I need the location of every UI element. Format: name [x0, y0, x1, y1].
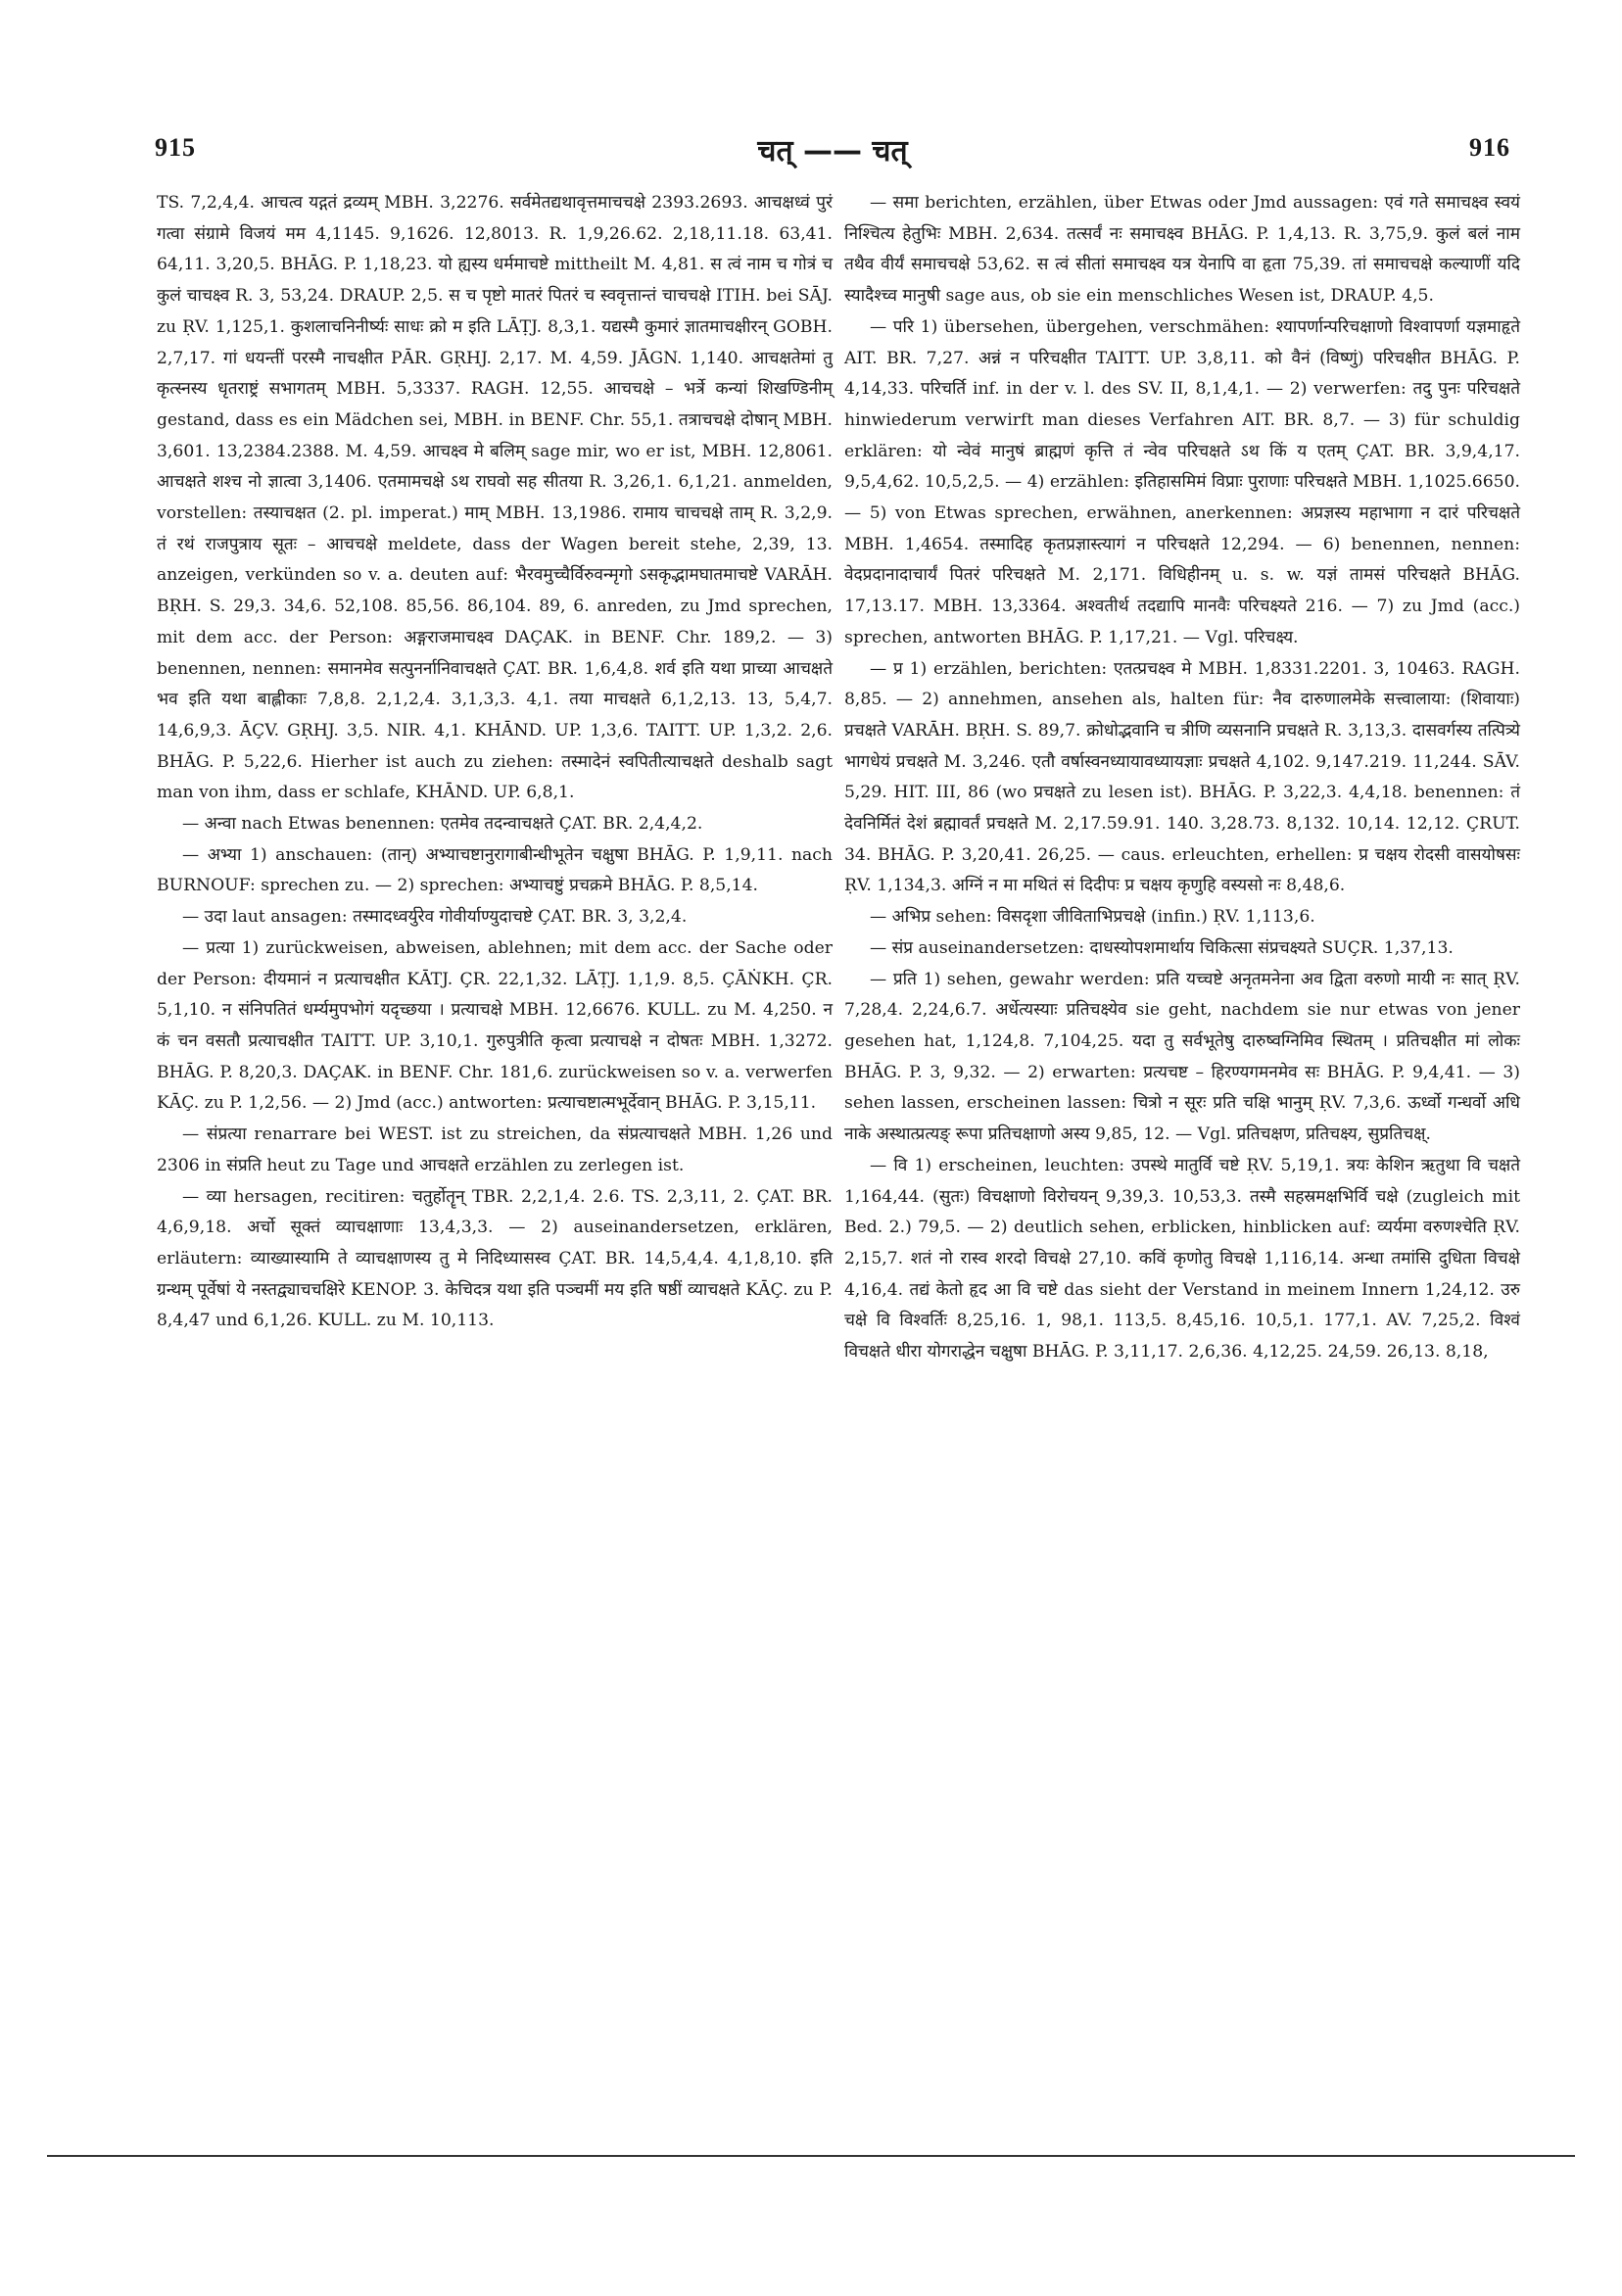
running-head: चत् —— चत् — [757, 134, 908, 168]
left-page-number: 915 — [155, 133, 196, 162]
entry-paragraph: — संप्रत्या renarrare bei WEST. ist zu streichen, da संप्रत्याचक्षते MBH. 1,26 und 2306 in संप्रति heut zu Tage und आचक्षते erzählen zu zerlegen ist. — [157, 1124, 833, 1175]
left-column — [157, 188, 833, 1337]
right-column — [844, 188, 1520, 1368]
entry-paragraph: — प्रत्या 1) zurückweisen, abweisen, ablehnen; mit dem acc. der Sache oder der Person: दीयमानं न प्रत्याचक्षीत KĀTJ. ÇR. 22,1,32. LĀṬJ. 1,1,9. 8,5. ÇĀṄKH. ÇR. 5,1,10. न संनिपतितं धर्म्यमुपभोगं यदृच्छया । प्रत्याचक्षे MBH. 12,6676. KULL. zu M. 4,250. न कं चन वसतौ प्रत्याचक्षीत TAITT. UP. 3,10,1. गुरुपुत्रीति कृत्वा प्रत्याचक्षे न दोषतः MBH. 1,3272. BHĀG. P. 8,20,3. DAÇAK. in BENF. Chr. 181,6. zurückweisen so v. a. verwerfen KĀÇ. zu P. 1,2,56. — 2) Jmd (acc.) antworten: प्रत्याचष्टात्मभूर्देवान् BHĀG. P. 3,15,11. — [157, 937, 833, 1114]
entry-paragraph: — व्या hersagen, recitiren: चतुर्होतॄन् TBR. 2,2,1,4. 2.6. TS. 2,3,11, 2. ÇAT. BR. 4,6,9,18. अर्चो सूक्तं व्याचक्षाणाः 13,4,3,3. — 2) auseinandersetzen, erklären, erläutern: व्याख्यास्यामि ते व्याचक्षाणस्य तु मे निदिध्यासस्व ÇAT. BR. 14,5,4,4. 4,1,8,10. इति ग्रन्थम् पूर्वेषां ये नस्तद्व्याचचक्षिरे KENOP. 3. केचिदत्र यथा इति पञ्चमीं मय इति षष्ठीं व्याचक्षते KĀÇ. zu P. 8,4,47 und 6,1,26. KULL. zu M. 10,113. — [157, 1186, 833, 1331]
page-header — [147, 129, 1518, 178]
entry-paragraph: — समा berichten, erzählen, über Etwas oder Jmd aussagen: एवं गते समाचक्ष्व स्वयं निश्चित्य हेतुभिः MBH. 2,634. तत्सर्वं नः समाचक्ष्व BHĀG. P. 1,4,13. R. 3,75,9. कुलं बलं नाम तथैव वीर्यं समाचचक्षे 53,62. स त्वं सीतां समाचक्ष्व यत्र येनापि वा हृता 75,39. तां समाचचक्षे कल्याणीं यदि स्यादैश्च्व मानुषी sage aus, ob sie ein menschliches Wesen ist, DRAUP. 4,5. — [844, 193, 1520, 307]
entry-paragraph: — अभिप्र sehen: विसदृशा जीविताभिप्रचक्षे (infin.) ṚV. 1,113,6. — [870, 907, 1315, 928]
entry-paragraph: — प्रति 1) sehen, gewahr werden: प्रति यच्चष्टे अनृतमनेना अव द्विता वरुणो मायी नः सात् ṚV. 7,28,4. 2,24,6.7. अर्धेत्यस्याः प्रतिचक्ष्येव sie geht, nachdem sie nur etwas von jener gesehen hat, 1,124,8. 7,104,25. यदा तु सर्वभूतेषु दारुष्वग्निमिव स्थितम् । प्रतिचक्षीत मां लोकः BHĀG. P. 3, 9,32. — 2) erwarten: प्रत्यचष्ट – हिरण्यगमनमेव सः BHĀG. P. 9,4,41. — 3) sehen lassen, erscheinen lassen: चित्रो न सूरः प्रति चक्षि भानुम् ṚV. 7,3,6. ऊर्ध्वो गन्धर्वो अधि नाके अस्थात्प्रत्यङ् रूपा प्रतिचक्षाणो अस्य 9,85, 12. — Vgl. प्रतिचक्षण, प्रतिचक्ष्य, सुप्रतिचक्ष्. — [844, 969, 1520, 1145]
entry-paragraph: — संप्र auseinandersetzen: दाधस्योपशमार्थाय चिकित्सा संप्रचक्ष्यते SUÇR. 1,37,13. — [870, 937, 1454, 958]
entry-paragraph: — परि 1) übersehen, übergehen, verschmähen: श्यापर्णान्परिचक्षाणो विश्वापर्णा यज्ञमाहृते AIT. BR. 7,27. अन्नं न परिचक्षीत TAITT. UP. 3,8,11. को वैनं (विष्णुं) परिचक्षीत BHĀG. P. 4,14,33. परिचर्ति inf. in der v. l. des SV. II, 8,1,4,1. — 2) verwerfen: तदु पुनः परिचक्षते hinwiederum verwirft man dieses Verfahren AIT. BR. 8,7. — 3) für schuldig erklären: यो न्वेवं मानुषं ब्राह्मणं कृत्ति तं न्वेव परिचक्षते ऽथ किं य एतम् ÇAT. BR. 3,9,4,17. 9,5,4,62. 10,5,2,5. — 4) erzählen: इतिहासमिमं विप्राः पुराणाः परिचक्षते MBH. 1,1025.6650. — 5) von Etwas sprechen, erwähnen, anerkennen: अप्रज्ञस्य महाभागा न दारं परिचक्षते MBH. 1,4654. तस्मादिह कृतप्रज्ञास्त्यागं न परिचक्षते 12,294. — 6) benennen, nennen: वेदप्रदानादाचार्यं पितरं परिचक्षते M. 2,171. विधिहीनम् u. s. w. यज्ञं तामसं परिचक्षते BHĀG. 17,13.17. MBH. 13,3364. अश्वतीर्थ तदद्यापि मानवैः परिचक्ष्यते 216. — 7) zu Jmd (acc.) sprechen, antworten BHĀG. P. 1,17,21. — Vgl. परिचक्ष्य. — [844, 316, 1520, 647]
entry-paragraph: — अन्वा nach Etwas benennen: एतमेव तदन्वाचक्षते ÇAT. BR. 2,4,4,2. — [182, 814, 703, 835]
bottom-rule — [47, 2155, 1575, 2157]
entry-paragraph: — प्र 1) erzählen, berichten: एतत्प्रचक्ष्व मे MBH. 1,8331.2201. 3, 10463. RAGH. 8,85. — 2) annehmen, ansehen als, halten für: नैव दारुणालमेके सत्त्वालाया: (शिवायाः) प्रचक्षते VARĀH. BṚH. S. 89,7. क्रोधोद्भवानि च त्रीणि व्यसनानि प्रचक्षते R. 3,13,3. दासवर्गस्य तत्पित्र्ये भागधेयं प्रचक्षते M. 3,246. एतौ वर्षास्वनध्यायावध्यायज्ञाः प्रचक्षते 4,102. 9,147.219. 11,244. SĀV. 5,29. HIT. III, 86 (wo प्रचक्षते zu lesen ist). BHĀG. P. 3,22,3. 4,4,18. benennen: तं देवनिर्मितं देशं ब्रह्मावर्तं प्रचक्षते M. 2,17.59.91. 140. 3,28.73. 8,132. 10,14. 12,12. ÇRUT. 34. BHĀG. P. 3,20,41. 26,25. — caus. erleuchten, erhellen: प्र चक्षय रोदसी वासयोषसः ṚV. 1,134,3. अग्निं न मा मथितं सं दिदीपः प्र चक्षय कृणुहि वस्यसो नः 8,48,6. — [844, 658, 1520, 896]
entry-paragraph: — वि 1) erscheinen, leuchten: उपस्थे मातुर्वि चष्टे ṚV. 5,19,1. त्रयः केशिन ऋतुथा वि चक्षते 1,164,44. (सुतः) विचक्षाणो विरोचयन् 9,39,3. 10,53,3. तस्मै सहस्रमक्षभिर्वि चक्षे (zugleich mit Bed. 2.) 79,5. — 2) deutlich sehen, erblicken, hinblicken auf: व्यर्यमा वरुणश्चेति ṚV. 2,15,7. शतं नो रास्व शरदो विचक्षे 27,10. कविं कृणोतु विचक्षे 1,116,14. अन्धा तमांसि दुधिता विचक्षे 4,16,4. तद्यं केतो हृद आ वि चष्टे das sieht der Verstand in meinem Innern 1,24,12. उरु चक्षे वि विश्वर्तिः 8,25,16. 1, 98,1. 113,5. 8,45,16. 10,5,1. 177,1. AV. 7,25,2. विश्वं विचक्षते धीरा योगराद्धेन चक्षुषा BHĀG. P. 3,11,17. 2,6,36. 4,12,25. 24,59. 26,13. 8,18, — [844, 1155, 1520, 1363]
entry-paragraph: TS. 7,2,4,4. आचत्व यद्गतं द्रव्यम् MBH. 3,2276. सर्वमेतद्यथावृत्तमाचचक्षे 2393.2693. आचक्षध्वं पुरं गत्वा संग्रामे विजयं मम 4,1145. 9,1626. 12,8013. R. 1,9,26.62. 2,18,11.18. 63,41. 64,11. 3,20,5. BHĀG. P. 1,18,23. यो ह्यस्य धर्ममाचष्टे mittheilt M. 4,81. स त्वं नाम च गोत्रं च कुलं चाचक्ष्व R. 3, 53,24. DRAUP. 2,5. स च पृष्टो मातरं पितरं च स्ववृत्तान्तं चाचचक्षे ITIH. bei SĀJ. zu ṚV. 1,125,1. कुशलाचनिनीर्ष्यः साधः क्रो म इति LĀṬJ. 8,3,1. यद्यस्मै कुमारं ज्ञातमाचक्षीरन् GOBH. 2,7,17. गां धयन्तीं परस्मै नाचक्षीत PĀR. GṚHJ. 2,17. M. 4,59. JĀGN. 1,140. आचक्षतेमां तु कृत्स्नस्य धृतराष्ट्रं सभागतम् MBH. 5,3337. RAGH. 12,55. आचचक्षे – भर्त्रे कन्यां शिखण्डिनीम् gestand, dass es ein Mädchen sei, MBH. in BENF. Chr. 55,1. तत्राचचक्षे दोषान् MBH. 3,601. 13,2384.2388. M. 4,59. आचक्ष्व मे बलिम् sage mir, wo er ist, MBH. 12,8061. आचक्षते शश्च नो ज्ञात्वा 3,1406. एतमामचक्षे ऽथ राघवो सह सीतया R. 3,26,1. 6,1,21. anmelden, vorstellen: तस्याचक्षत (2. pl. imperat.) माम् MBH. 13,1986. रामाय चाचचक्षे ताम् R. 3,2,9. तं रथं राजपुत्राय सूतः – आचचक्षे meldete, dass der Wagen bereit stehe, 2,39, 13. anzeigen, verkünden so v. a. deuten auf: भैरवमुच्चैर्विरुवन्मृगो ऽसकृद्भामघातमाचष्टे VARĀH. BṚH. S. 29,3. 34,6. 52,108. 85,56. 86,104. 89, 6. anreden, zu Jmd sprechen, mit dem acc. der Person: अङ्गराजमाचक्ष्व DAÇAK. in BENF. Chr. 189,2. — 3) benennen, nennen: समानमेव सत्पुनर्नानिवाचक्षते ÇAT. BR. 1,6,4,8. शर्व इति यथा प्राच्या आचक्षते भव इति यथा बाह्लीकाः 7,8,8. 2,1,2,4. 3,1,3,3. 4,1. तया माचक्षते 6,1,2,13. 13, 5,4,7. 14,6,9,3. ĀÇV. GṚHJ. 3,5. NIR. 4,1. KHĀND. UP. 1,3,6. TAITT. UP. 1,3,2. 2,6. BHĀG. P. 5,22,6. Hierher ist auch zu ziehen: तस्मादेनं स्वपितीत्याचक्षते deshalb sagt man von ihm, dass er schlafe, KHĀND. UP. 6,8,1. — [157, 193, 833, 803]
entry-paragraph: — उदा laut ansagen: तस्मादध्वर्युरेव गोवीर्याण्युदाचष्टे ÇAT. BR. 3, 3,2,4. — [182, 907, 688, 928]
entry-paragraph: — अभ्या 1) anschauen: (तान्) अभ्याचष्टानुरागाबीन्धीभूतेन चक्षुषा BHĀG. P. 1,9,11. nach BURNOUF: sprechen zu. — 2) sprechen: अभ्याचष्टुं प्रचक्रमे BHĀG. P. 8,5,14. — [157, 844, 833, 896]
right-page-number: 916 — [1469, 133, 1510, 162]
